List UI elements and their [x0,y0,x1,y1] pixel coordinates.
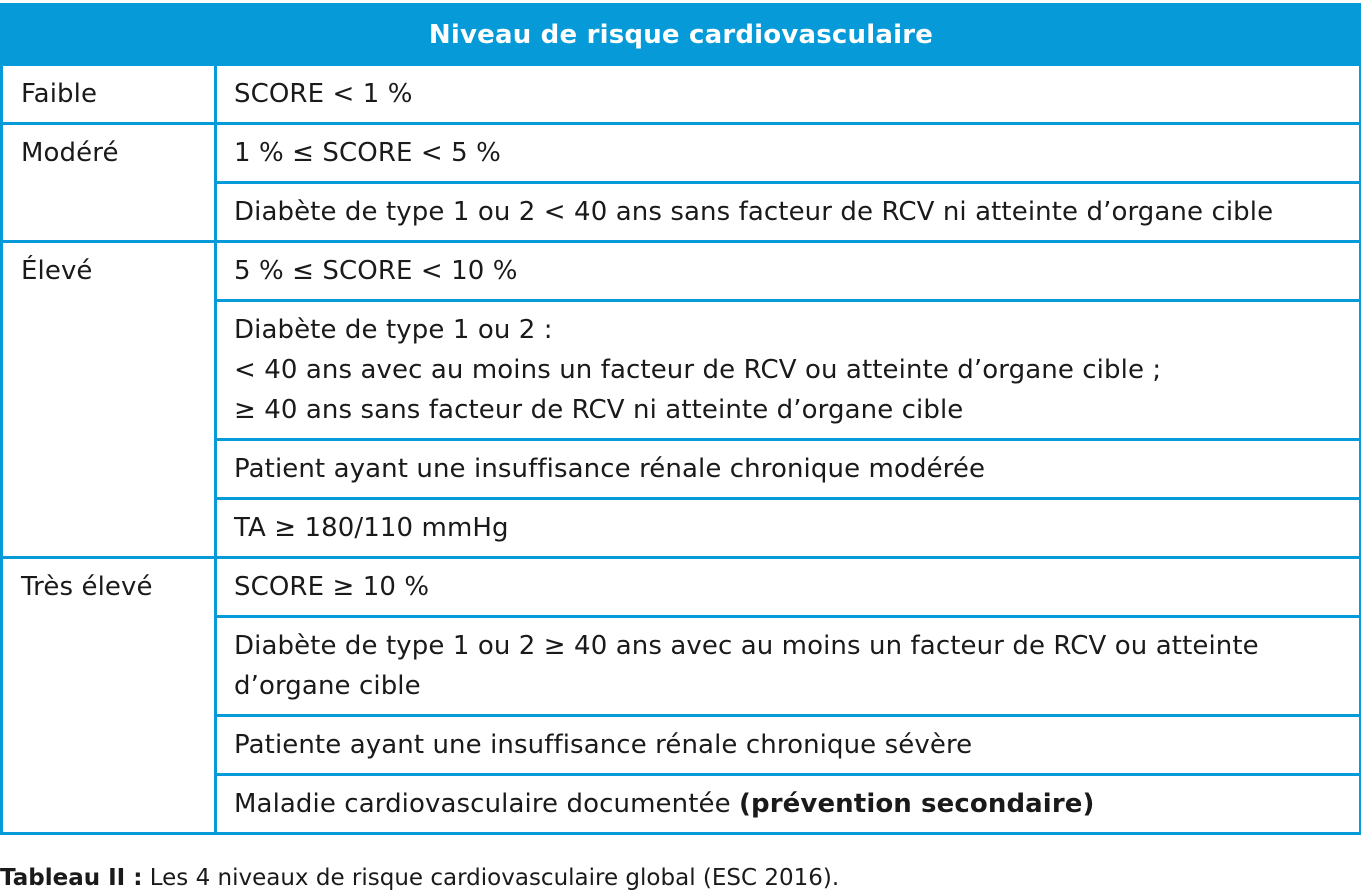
risk-level-tres-eleve: Très élevé [2,558,216,834]
table-caption [0,863,839,893]
criterion-bold-text: (prévention secondaire) [739,789,1095,819]
caption-text: Les 4 niveaux de risque cardiovasculaire global (ESC 2016). [142,865,840,891]
risk-level-faible: Faible [2,65,216,124]
criterion-cell: Patient ayant une insuffisance rénale chronique modérée [216,440,1361,499]
criterion-line: d’organe cible [234,671,421,701]
risk-table [0,3,1361,835]
criterion-cell: Diabète de type 1 ou 2 < 40 ans sans facteur de RCV ni atteinte d’organe cible [216,183,1361,242]
table-header: Niveau de risque cardiovasculaire [2,5,1361,65]
risk-table-container [0,3,1359,835]
risk-level-modere: Modéré [2,124,216,242]
criterion-cell: SCORE ≥ 10 % [216,558,1361,617]
criterion-cell: Patiente ayant une insuffisance rénale chronique sévère [216,716,1361,775]
criterion-cell-multiline [216,617,1361,716]
criterion-cell: TA ≥ 180/110 mmHg [216,499,1361,558]
table-row [2,124,1361,183]
risk-level-eleve: Élevé [2,242,216,558]
criterion-cell: SCORE < 1 % [216,65,1361,124]
table-row [2,65,1361,124]
criterion-line: < 40 ans avec au moins un facteur de RCV ou atteinte d’organe cible ; [234,355,1162,385]
table-row [2,558,1361,617]
criterion-cell-mixed [216,775,1361,834]
criterion-cell-multiline [216,301,1361,440]
criterion-text: Maladie cardiovasculaire documentée [234,789,740,819]
criterion-cell: 1 % ≤ SCORE < 5 % [216,124,1361,183]
caption-label: Tableau II : [0,865,143,891]
criterion-line: ≥ 40 ans sans facteur de RCV ni atteinte d’organe cible [234,395,964,425]
table-header-row [2,5,1361,65]
criterion-line: Diabète de type 1 ou 2 ≥ 40 ans avec au moins un facteur de RCV ou atteinte [234,631,1259,661]
criterion-cell: 5 % ≤ SCORE < 10 % [216,242,1361,301]
table-row [2,242,1361,301]
criterion-line: Diabète de type 1 ou 2 : [234,315,553,345]
